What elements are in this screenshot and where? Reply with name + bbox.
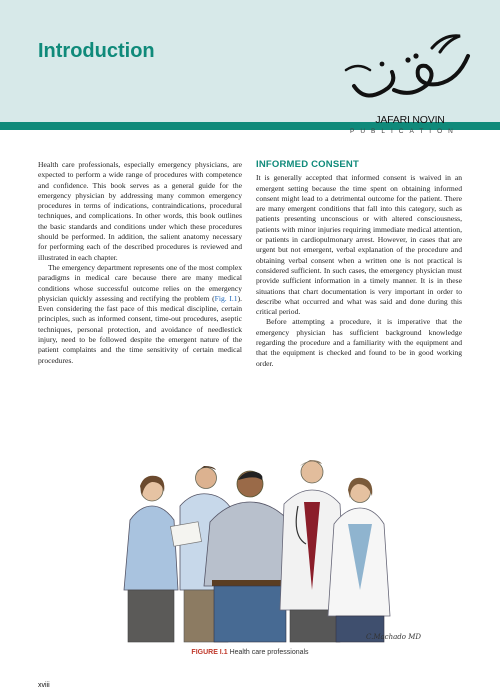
- logo-subtitle: PUBLICATION: [350, 128, 459, 135]
- intro-paragraph-1: Health care professionals, especially emergency physicians, are expected to perform a wide range of procedures with competence and confidence. This book serves as a general guide for the emergency physician by addressing many common emergency procedures in terms of indications, contraindications, procedural techniques, and complications. In other words, this book outlines the basic standards and conditions under which these procedures should be performed. In addition, the salient anatomy necessary for performing each of the described procedures is reviewed and illustrated in each chapter.: [38, 160, 242, 262]
- intro-paragraph-2: [38, 263, 242, 366]
- calligraphy-logo-icon: [336, 26, 486, 116]
- figure-caption-text: Health care professionals: [229, 649, 309, 656]
- chapter-title: Introduction: [38, 40, 155, 62]
- page-number: xviii: [38, 682, 50, 689]
- figure-reference-link[interactable]: Fig. I.1: [214, 293, 238, 303]
- person-left-woman: [124, 476, 178, 642]
- health-care-professionals-illustration: [100, 440, 400, 652]
- intro-paragraph-2-text-a: The emergency department represents one of the most complex paradigms in medical care because there are many medical conditions whose successful outcome relies on the emergency physician quickly assessing and rectifying the problem (: [38, 262, 242, 303]
- publisher-logo: [336, 26, 486, 138]
- illustrator-signature: C.Machado MD: [366, 633, 421, 641]
- logo-name: JAFARI NOVIN: [375, 114, 445, 126]
- consent-paragraph-1: It is generally accepted that informed consent is waived in an emergent setting because the time spent on obtaining informed consent might lead to a detrimental outcome for the patient. There are many emergent conditions that fall into this category, such as patients presenting unconscious or with altered consciousness, patients with minor injuries requiring immediate medical attention, or patients in cardiopulmonary arrest. However, in cases that are urgent but not emergent, verbal explanation of the procedure and obtaining verbal consent when a written one is not practical is considered sufficient. In such cases, the emergency physician must provide sufficient information in a timely manner. It is in these situations that chart documentation is very important in order to describe what occurred and what was said and done during this critical period.: [256, 173, 462, 317]
- figure-caption: [0, 649, 500, 656]
- figure-label: FIGURE I.1: [191, 649, 228, 656]
- intro-paragraph-2-text-b: ). Even considering the fast pace of this medical discipline, certain principles, such as informed consent, time-out procedures, aseptic techniques, personal protection, and avoidance of needlestick injury, need to be followed despite the emergent nature of the patient complaints and the time sensitivity of certain medical procedures.: [38, 293, 242, 365]
- right-column: [256, 160, 462, 369]
- consent-paragraph-2: Before attempting a procedure, it is imperative that the emergency physician has sufficient background knowledge regarding the procedure and a familiarity with the equipment and that the equipment is checked and found to be in good working order.: [256, 317, 462, 368]
- section-heading-informed-consent: INFORMED CONSENT: [256, 159, 359, 170]
- left-column: [38, 160, 242, 366]
